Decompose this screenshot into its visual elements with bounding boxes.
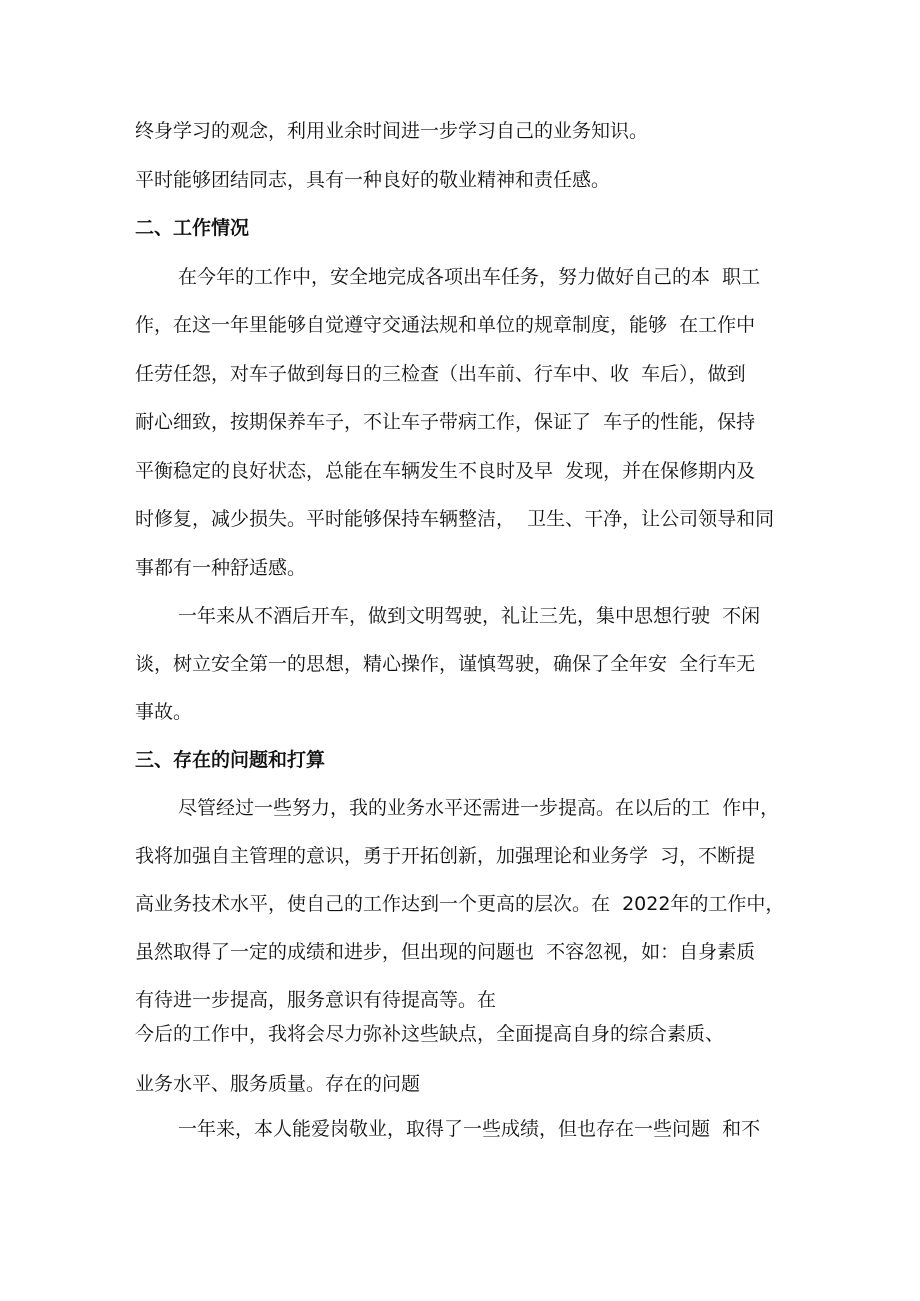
text-line: 作，在这一年里能够自觉遵守交通法规和单位的规章制度，能够 在工作中 — [135, 314, 756, 336]
text-line: 有待进一步提高，服务意识有待提高等。在 — [135, 989, 497, 1011]
text-line: 平衡稳定的良好状态，总能在车辆发生不良时及早 发现，并在保修期内及 — [135, 460, 756, 482]
text-line: 业务水平、服务质量。存在的问题 — [135, 1073, 421, 1095]
text-line: 事故。 — [135, 701, 193, 723]
text-line: 一年来从不酒后开车，做到文明驾驶，礼让三先，集中思想行驶 不闲 — [178, 605, 761, 627]
section-heading-work: 二、工作情况 — [135, 217, 250, 239]
text-line: 今后的工作中，我将会尽力弥补这些缺点，全面提高自身的综合素质、 — [135, 1023, 725, 1045]
section-heading-problems: 三、存在的问题和打算 — [135, 749, 326, 771]
text-line: 尽管经过一些努力，我的业务水平还需进一步提高。在以后的工 作中， — [178, 797, 780, 819]
text-line: 我将加强自主管理的意识，勇于开拓创新，加强理论和业务学 习，不断提 — [135, 845, 756, 867]
text-line: 虽然取得了一定的成绩和进步，但出现的问题也 不容忽视，如：自身素质 — [135, 941, 756, 963]
text-line: 一年来，本人能爱岗敬业，取得了一些成绩，但也存在一些问题 和不 — [178, 1118, 761, 1140]
text-line: 事都有一种舒适感。 — [135, 557, 307, 579]
text-line: 高业务技术水平，使自己的工作达到一个更高的层次。在 2022年的工作中， — [135, 893, 785, 915]
text-line: 谈，树立安全第一的思想，精心操作，谨慎驾驶，确保了全年安 全行车无 — [135, 653, 756, 675]
text-line: 耐心细致，按期保养车子，不让车子带病工作，保证了 车子的性能，保持 — [135, 411, 756, 433]
text-line: 时修复，减少损失。平时能够保持车辆整洁， 卫生、干净，让公司领导和同 — [135, 508, 775, 530]
text-line: 终身学习的观念，利用业余时间进一步学习自己的业务知识。 — [135, 120, 649, 142]
text-line: 平时能够团结同志，具有一种良好的敬业精神和责任感。 — [135, 169, 611, 191]
text-line: 在今年的工作中，安全地完成各项出车任务，努力做好自己的本 职工 — [178, 266, 761, 288]
text-line: 任劳任怨，对车子做到每日的三检查（出车前、行车中、收 车后），做到 — [135, 363, 746, 385]
